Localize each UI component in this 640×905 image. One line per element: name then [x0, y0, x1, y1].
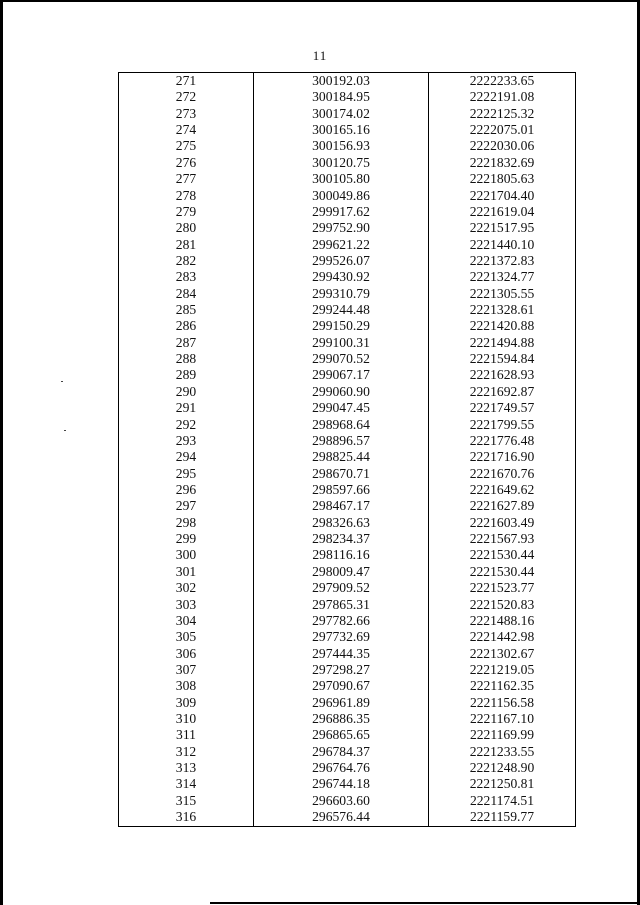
y-coordinate-cell: 2221328.61 — [429, 302, 576, 318]
table-row — [119, 351, 576, 367]
point-number-cell: 302 — [119, 580, 254, 596]
point-number-cell: 286 — [119, 318, 254, 334]
table-row — [119, 760, 576, 776]
x-coordinate-cell: 298968.64 — [254, 417, 429, 433]
point-number-cell: 279 — [119, 204, 254, 220]
point-number-cell: 290 — [119, 384, 254, 400]
point-number-cell: 309 — [119, 695, 254, 711]
table-row — [119, 744, 576, 760]
y-coordinate-cell: 2221174.51 — [429, 793, 576, 809]
y-coordinate-cell: 2221603.49 — [429, 515, 576, 531]
x-coordinate-cell: 299430.92 — [254, 269, 429, 285]
point-number-cell: 283 — [119, 269, 254, 285]
y-coordinate-cell: 2221520.83 — [429, 597, 576, 613]
x-coordinate-cell: 296865.65 — [254, 727, 429, 743]
y-coordinate-cell: 2221250.81 — [429, 776, 576, 792]
y-coordinate-cell: 2221440.10 — [429, 237, 576, 253]
y-coordinate-cell: 2221627.89 — [429, 498, 576, 514]
y-coordinate-cell: 2221442.98 — [429, 629, 576, 645]
table-row — [119, 727, 576, 743]
y-coordinate-cell: 2221219.05 — [429, 662, 576, 678]
y-coordinate-cell: 2221233.55 — [429, 744, 576, 760]
y-coordinate-cell: 2221594.84 — [429, 351, 576, 367]
x-coordinate-cell: 299047.45 — [254, 400, 429, 416]
point-number-cell: 311 — [119, 727, 254, 743]
scan-speck — [61, 381, 63, 382]
point-number-cell: 291 — [119, 400, 254, 416]
table-row — [119, 695, 576, 711]
y-coordinate-cell: 2221799.55 — [429, 417, 576, 433]
table-row — [119, 433, 576, 449]
y-coordinate-cell: 2221302.67 — [429, 646, 576, 662]
y-coordinate-cell: 2221517.95 — [429, 220, 576, 236]
y-coordinate-cell: 2221156.58 — [429, 695, 576, 711]
x-coordinate-cell: 299070.52 — [254, 351, 429, 367]
x-coordinate-cell: 298116.16 — [254, 547, 429, 563]
y-coordinate-cell: 2221324.77 — [429, 269, 576, 285]
point-number-cell: 277 — [119, 171, 254, 187]
x-coordinate-cell: 299150.29 — [254, 318, 429, 334]
point-number-cell: 288 — [119, 351, 254, 367]
x-coordinate-cell: 300192.03 — [254, 73, 429, 90]
y-coordinate-cell: 2221670.76 — [429, 466, 576, 482]
y-coordinate-cell: 2221649.62 — [429, 482, 576, 498]
x-coordinate-cell: 296603.60 — [254, 793, 429, 809]
y-coordinate-cell: 2221619.04 — [429, 204, 576, 220]
x-coordinate-cell: 299917.62 — [254, 204, 429, 220]
y-coordinate-cell: 2221488.16 — [429, 613, 576, 629]
y-coordinate-cell: 2221159.77 — [429, 809, 576, 826]
table-row — [119, 237, 576, 253]
x-coordinate-cell: 298326.63 — [254, 515, 429, 531]
y-coordinate-cell: 2221494.88 — [429, 335, 576, 351]
y-coordinate-cell: 2221530.44 — [429, 564, 576, 580]
x-coordinate-cell: 296961.89 — [254, 695, 429, 711]
point-number-cell: 305 — [119, 629, 254, 645]
y-coordinate-cell: 2221749.57 — [429, 400, 576, 416]
point-number-cell: 275 — [119, 138, 254, 154]
x-coordinate-cell: 300049.86 — [254, 188, 429, 204]
x-coordinate-cell: 298467.17 — [254, 498, 429, 514]
point-number-cell: 314 — [119, 776, 254, 792]
x-coordinate-cell: 298825.44 — [254, 449, 429, 465]
table-row — [119, 367, 576, 383]
table-row — [119, 302, 576, 318]
y-coordinate-cell: 2222233.65 — [429, 73, 576, 90]
point-number-cell: 306 — [119, 646, 254, 662]
y-coordinate-cell: 2221692.87 — [429, 384, 576, 400]
x-coordinate-cell: 297298.27 — [254, 662, 429, 678]
y-coordinate-cell: 2221805.63 — [429, 171, 576, 187]
y-coordinate-cell: 2221567.93 — [429, 531, 576, 547]
y-coordinate-cell: 2222030.06 — [429, 138, 576, 154]
point-number-cell: 303 — [119, 597, 254, 613]
x-coordinate-cell: 299067.17 — [254, 367, 429, 383]
table-row — [119, 547, 576, 563]
point-number-cell: 315 — [119, 793, 254, 809]
y-coordinate-cell: 2222125.32 — [429, 106, 576, 122]
x-coordinate-cell: 299752.90 — [254, 220, 429, 236]
table-row — [119, 286, 576, 302]
table-row — [119, 809, 576, 826]
x-coordinate-cell: 296886.35 — [254, 711, 429, 727]
point-number-cell: 280 — [119, 220, 254, 236]
table-row — [119, 269, 576, 285]
table-row — [119, 711, 576, 727]
y-coordinate-cell: 2221716.90 — [429, 449, 576, 465]
x-coordinate-cell: 300120.75 — [254, 155, 429, 171]
table-row — [119, 613, 576, 629]
point-number-cell: 301 — [119, 564, 254, 580]
table-row — [119, 449, 576, 465]
x-coordinate-cell: 297090.67 — [254, 678, 429, 694]
y-coordinate-cell: 2221167.10 — [429, 711, 576, 727]
y-coordinate-cell: 2221832.69 — [429, 155, 576, 171]
x-coordinate-cell: 300174.02 — [254, 106, 429, 122]
page-number: 11 — [312, 48, 328, 63]
x-coordinate-cell: 296744.18 — [254, 776, 429, 792]
x-coordinate-cell: 297782.66 — [254, 613, 429, 629]
bottom-rule — [210, 902, 640, 904]
table-row — [119, 204, 576, 220]
y-coordinate-cell: 2221530.44 — [429, 547, 576, 563]
table-row — [119, 629, 576, 645]
table-row — [119, 597, 576, 613]
coordinates-table — [118, 72, 576, 827]
point-number-cell: 274 — [119, 122, 254, 138]
table-row — [119, 793, 576, 809]
table-row — [119, 89, 576, 105]
y-coordinate-cell: 2221420.88 — [429, 318, 576, 334]
point-number-cell: 299 — [119, 531, 254, 547]
point-number-cell: 312 — [119, 744, 254, 760]
table-row — [119, 564, 576, 580]
point-number-cell: 298 — [119, 515, 254, 531]
table-row — [119, 531, 576, 547]
point-number-cell: 285 — [119, 302, 254, 318]
x-coordinate-cell: 300165.16 — [254, 122, 429, 138]
table-row — [119, 384, 576, 400]
point-number-cell: 293 — [119, 433, 254, 449]
point-number-cell: 300 — [119, 547, 254, 563]
x-coordinate-cell: 300184.95 — [254, 89, 429, 105]
x-coordinate-cell: 297732.69 — [254, 629, 429, 645]
x-coordinate-cell: 297909.52 — [254, 580, 429, 596]
point-number-cell: 281 — [119, 237, 254, 253]
table-row — [119, 122, 576, 138]
table-row — [119, 220, 576, 236]
y-coordinate-cell: 2221248.90 — [429, 760, 576, 776]
table-row — [119, 318, 576, 334]
table-row — [119, 482, 576, 498]
x-coordinate-cell: 296576.44 — [254, 809, 429, 826]
y-coordinate-cell: 2221776.48 — [429, 433, 576, 449]
point-number-cell: 307 — [119, 662, 254, 678]
table-row — [119, 171, 576, 187]
table-row — [119, 155, 576, 171]
x-coordinate-cell: 296784.37 — [254, 744, 429, 760]
point-number-cell: 294 — [119, 449, 254, 465]
x-coordinate-cell: 300105.80 — [254, 171, 429, 187]
table-row — [119, 466, 576, 482]
point-number-cell: 287 — [119, 335, 254, 351]
x-coordinate-cell: 299244.48 — [254, 302, 429, 318]
x-coordinate-cell: 297444.35 — [254, 646, 429, 662]
table-row — [119, 106, 576, 122]
table-row — [119, 498, 576, 514]
x-coordinate-cell: 298896.57 — [254, 433, 429, 449]
x-coordinate-cell: 298009.47 — [254, 564, 429, 580]
x-coordinate-cell: 298670.71 — [254, 466, 429, 482]
point-number-cell: 308 — [119, 678, 254, 694]
x-coordinate-cell: 299060.90 — [254, 384, 429, 400]
point-number-cell: 276 — [119, 155, 254, 171]
point-number-cell: 304 — [119, 613, 254, 629]
table-row — [119, 138, 576, 154]
y-coordinate-cell: 2221523.77 — [429, 580, 576, 596]
point-number-cell: 297 — [119, 498, 254, 514]
table-row — [119, 678, 576, 694]
x-coordinate-cell: 297865.31 — [254, 597, 429, 613]
y-coordinate-cell: 2221704.40 — [429, 188, 576, 204]
y-coordinate-cell: 2222191.08 — [429, 89, 576, 105]
y-coordinate-cell: 2221372.83 — [429, 253, 576, 269]
point-number-cell: 313 — [119, 760, 254, 776]
table-row — [119, 188, 576, 204]
point-number-cell: 310 — [119, 711, 254, 727]
y-coordinate-cell: 2221169.99 — [429, 727, 576, 743]
point-number-cell: 271 — [119, 73, 254, 90]
point-number-cell: 273 — [119, 106, 254, 122]
point-number-cell: 292 — [119, 417, 254, 433]
table-row — [119, 73, 576, 90]
x-coordinate-cell: 298597.66 — [254, 482, 429, 498]
x-coordinate-cell: 298234.37 — [254, 531, 429, 547]
table-row — [119, 400, 576, 416]
table-row — [119, 417, 576, 433]
point-number-cell: 282 — [119, 253, 254, 269]
x-coordinate-cell: 299621.22 — [254, 237, 429, 253]
table-row — [119, 515, 576, 531]
point-number-cell: 295 — [119, 466, 254, 482]
table-row — [119, 646, 576, 662]
y-coordinate-cell: 2221305.55 — [429, 286, 576, 302]
point-number-cell: 272 — [119, 89, 254, 105]
point-number-cell: 296 — [119, 482, 254, 498]
table-row — [119, 253, 576, 269]
y-coordinate-cell: 2221628.93 — [429, 367, 576, 383]
point-number-cell: 284 — [119, 286, 254, 302]
point-number-cell: 289 — [119, 367, 254, 383]
x-coordinate-cell: 299526.07 — [254, 253, 429, 269]
y-coordinate-cell: 2221162.35 — [429, 678, 576, 694]
table-row — [119, 662, 576, 678]
point-number-cell: 278 — [119, 188, 254, 204]
table-row — [119, 335, 576, 351]
scan-speck — [64, 430, 66, 431]
x-coordinate-cell: 300156.93 — [254, 138, 429, 154]
table-row — [119, 580, 576, 596]
point-number-cell: 316 — [119, 809, 254, 826]
coordinates-table-body — [119, 73, 576, 827]
x-coordinate-cell: 299310.79 — [254, 286, 429, 302]
x-coordinate-cell: 299100.31 — [254, 335, 429, 351]
x-coordinate-cell: 296764.76 — [254, 760, 429, 776]
table-row — [119, 776, 576, 792]
y-coordinate-cell: 2222075.01 — [429, 122, 576, 138]
